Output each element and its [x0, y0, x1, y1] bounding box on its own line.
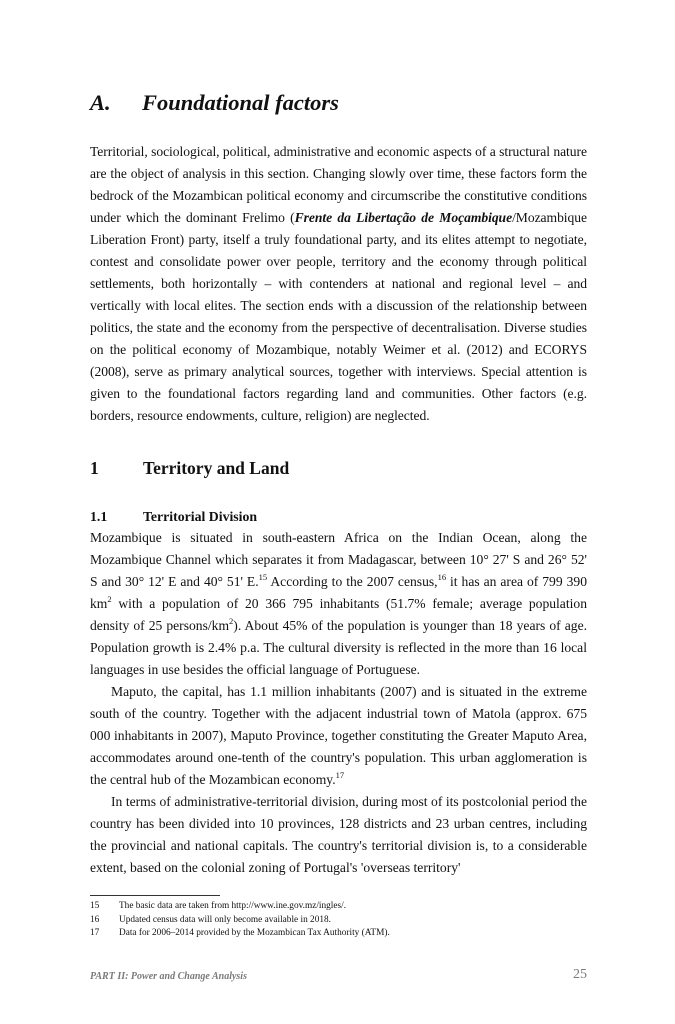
footnote-divider [90, 895, 220, 896]
section-title: Territory and Land [143, 458, 290, 478]
intro-italic-term: Frente da Libertação de Moçambique [294, 210, 513, 225]
chapter-number: A. [90, 90, 111, 115]
intro-paragraph [90, 141, 587, 427]
p2-text-a: Maputo, the capital, has 1.1 million inhabitants (2007) and is situated in the extreme south of the country. Together with the adjacent industrial town of Matola (approx. 675 000 inhabitants in 2007), Maputo Province, together constituting the Greater Maputo Area, accommodates around one-tenth of the country's population. This urban agglomeration is the central hub of the Mozambican economy. [90, 684, 587, 787]
footnotes-list [90, 900, 587, 941]
page-number: 25 [573, 967, 587, 982]
p1-text-e: ). About 45% of the population is younger than 18 years of age. Population growth is 2.4% p.a. The cultural diversity is reflected in the more than 16 local languages in use besides the official language of Portuguese. [90, 618, 588, 677]
footnote-item [90, 900, 587, 914]
p1-text-b: According to the 2007 census, [267, 574, 438, 589]
footnote-number: 15 [90, 901, 100, 911]
footnote-text: Data for 2006–2014 provided by the Mozambican Tax Authority (ATM). [119, 928, 390, 938]
p1-text-c: it has an area of 799 390 km [90, 574, 588, 611]
footnote-ref-16[interactable]: 16 [437, 572, 447, 582]
paragraph-1 [90, 527, 587, 681]
main-text [90, 527, 587, 879]
footnote-number: 16 [90, 914, 100, 925]
running-title: PART II: Power and Change Analysis [90, 971, 247, 982]
footnote-text: The basic data are taken from http://www.ine.gov.mz/ingles/. [119, 901, 347, 911]
paragraph-2 [90, 681, 587, 791]
paragraph-3: In terms of administrative-territorial division, during most of its postcolonial period the country has been divided into 10 provinces, 128 districts and 23 urban centres, including the provincial and national capitals. The country's territorial division is, to a considerable extent, based on the colonial zoning of Portugal's 'overseas territory' [90, 794, 587, 875]
intro-text-part2: /Mozambique Liberation Front) party, itself a truly foundational party, and its elites attempt to negotiate, contest and consolidate power over people, territory and the economy through political settlements, both horizontally – with contenders at national and regional level – and vertically with local elites. The section ends with a discussion of the relationship between politics, the state and the economy from the perspective of decentralisation. Diverse studies on the political economy of Mozambique, notably Weimer et al. (2012) and ECORYS (2008), serve as primary analytical sources, together with interviews. Special attention is given to the foundational factors regarding land and communities. Other factors (e.g. borders, resource endowments, culture, religion) are neglected. [90, 210, 588, 423]
chapter-title [90, 88, 339, 118]
footnote-item [90, 914, 587, 928]
p1-text-d: with a population of 20 366 795 inhabitants (51.7% female; average population density of 25 persons/km [90, 596, 587, 633]
section-heading [90, 456, 289, 480]
subsection-title: Territorial Division [143, 509, 258, 524]
page-footer [90, 967, 587, 987]
footnote-item [90, 927, 587, 941]
section-number: 1 [90, 458, 99, 478]
footnote-number: 17 [90, 928, 100, 938]
footnote-ref-17[interactable]: 17 [335, 770, 345, 780]
p1-text-a: Mozambique is situated in south-eastern Africa on the Indian Ocean, along the Mozambique Channel which separates it from Madagascar, between 10° 27' S and 26° 52' S and 30° 12' E and 40° 51' E. [90, 530, 587, 589]
subsection-number: 1.1 [90, 509, 108, 524]
superscript-squared: 2 [229, 616, 234, 626]
intro-text-part1: Territorial, sociological, political, administrative and economic aspects of a structural nature are the object of analysis in this section. Changing slowly over time, these factors form the bedrock of the Mozambican political economy and circumscribe the constitutive conditions under which the dominant Frelimo ( [90, 144, 587, 225]
superscript-squared: 2 [107, 594, 112, 604]
chapter-title-text: Foundational factors [142, 90, 339, 115]
document-page [90, 0, 587, 1024]
footnote-text: Updated census data will only become available in 2018. [119, 914, 331, 925]
footnote-ref-15[interactable]: 15 [258, 572, 268, 582]
intro-section [90, 141, 587, 427]
subsection-heading [90, 506, 257, 528]
